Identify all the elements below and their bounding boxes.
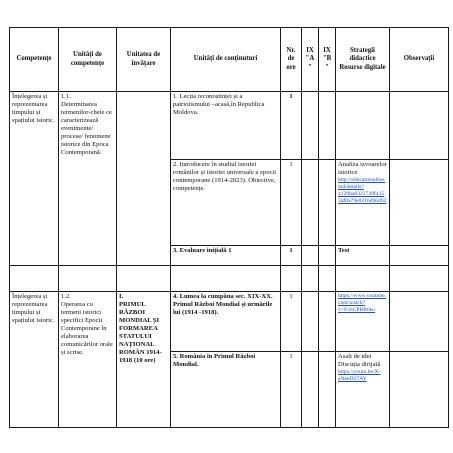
header-observatii: Observații bbox=[390, 28, 449, 92]
table-row bbox=[10, 92, 449, 160]
header-unitatea-invatare: Unitatea de învățare bbox=[117, 28, 171, 92]
unitate-invatare-cell bbox=[117, 292, 171, 428]
strategii-text: Analiza izvoarelor istorice bbox=[338, 161, 387, 177]
ore-cell: 1 bbox=[281, 352, 302, 428]
header-ix-a: IX "A" bbox=[302, 28, 319, 92]
unitate-invatare-number: I. bbox=[119, 293, 124, 300]
continut-cell bbox=[171, 160, 281, 246]
ix-a-cell bbox=[302, 92, 319, 160]
observatii-cell bbox=[390, 92, 449, 160]
ore-cell: 1 bbox=[281, 292, 302, 352]
header-ix-b: IX "B" bbox=[319, 28, 336, 92]
header-unitati-continuturi: Unități de conținuturi bbox=[171, 28, 281, 92]
ore-cell: 1 bbox=[281, 246, 302, 266]
ix-b-cell bbox=[319, 352, 336, 428]
competenta-text: Înțelegerea și reprezentarea timpului și spațiului istoric. bbox=[12, 93, 55, 125]
header-row bbox=[10, 28, 449, 92]
ix-b-cell bbox=[319, 292, 336, 352]
resource-link[interactable]: https://youtu.be/X-aNeeD37AY bbox=[338, 369, 381, 383]
continut-text: 2. Introducere în studiul istoriei românilor și istoriei universale a epocii contemporane (1914-2023). Obiective, competențe. bbox=[173, 161, 277, 193]
strategii-cell bbox=[336, 352, 390, 428]
ore-cell: 1 bbox=[281, 92, 302, 160]
ix-a-cell bbox=[302, 352, 319, 428]
header-unitati-competente: Unități de competențe bbox=[59, 28, 117, 92]
strategii-text: Asalt de idei Discuția dirijată bbox=[338, 353, 381, 369]
observatii-cell bbox=[390, 160, 449, 246]
observatii-cell bbox=[390, 292, 449, 352]
observatii-cell bbox=[390, 352, 449, 428]
continut-cell bbox=[171, 292, 281, 352]
resource-link[interactable]: https://www.youtube.com/watch?v=FvnCPBR6eo bbox=[338, 293, 387, 313]
ix-a-cell bbox=[302, 160, 319, 246]
continut-cell bbox=[171, 246, 281, 266]
continut-cell bbox=[171, 92, 281, 160]
ix-a-cell bbox=[302, 292, 319, 352]
continut-text: 5. România în Primul Război Mondial. bbox=[173, 353, 256, 369]
unitate-competenta-cell bbox=[59, 292, 117, 428]
strategii-cell: Test bbox=[336, 246, 390, 266]
continut-text: 1. Lecția recunoștinței și a patriotismului –acasă,în Republica Moldova. bbox=[173, 93, 265, 117]
competenta-text: Înțelegerea și reprezentarea timpului și spațiului istoric. bbox=[12, 293, 55, 325]
ix-b-cell bbox=[319, 160, 336, 246]
ix-a-cell bbox=[302, 246, 319, 266]
unitate-competenta-text: Operarea cu termeni istorici specifici Epocii Contemporane în elaborarea comunicărilor orale și scrise. bbox=[61, 301, 113, 357]
observatii-cell bbox=[390, 246, 449, 266]
competenta-cell bbox=[10, 92, 59, 266]
unitate-invatare-title: PRIMUL RĂZBOI MONDIAL ȘI FORMAREA STATULUI NAȚIONAL ROMÂN 1914-1918 (10 ore) bbox=[119, 301, 162, 365]
resource-link[interactable]: http://educatieonline.md/details?4129ba0322749f4153af0a79e8316d96d92 bbox=[338, 177, 387, 205]
strategii-cell bbox=[336, 160, 390, 246]
strategii-cell bbox=[336, 292, 390, 352]
unitate-competenta-text: Determinarea termenilor-cheie ce caracterizează evenimente/ procese/ fenomene istorice din Epoca Contemporană. bbox=[61, 101, 112, 157]
unitate-invatare-cell bbox=[117, 92, 171, 266]
unitate-competenta-number: 1.2. bbox=[61, 293, 71, 300]
ix-b-cell bbox=[319, 246, 336, 266]
continut-text: 3. Evaluare inițială 1 bbox=[173, 247, 232, 254]
header-nr-ore: Nr. de ore bbox=[281, 28, 302, 92]
lesson-plan-table bbox=[9, 27, 449, 428]
unitate-competenta-number: 1.1. bbox=[61, 93, 71, 100]
ix-b-cell bbox=[319, 92, 336, 160]
ore-cell: 1 bbox=[281, 160, 302, 246]
continut-text: 4. Lumea la cumpăna sec. XIX-XX. Primul Război Mondial și urmările lui (1914 -1918). bbox=[173, 293, 273, 317]
table-row bbox=[10, 292, 449, 352]
header-strategii: Strategii didactice Resurse digitale bbox=[336, 28, 390, 92]
table-row bbox=[10, 266, 449, 292]
strategii-cell bbox=[336, 92, 390, 160]
competenta-cell bbox=[10, 292, 59, 428]
unitate-competenta-cell bbox=[59, 92, 117, 266]
header-competente: Competențe bbox=[10, 28, 59, 92]
continut-cell bbox=[171, 352, 281, 428]
